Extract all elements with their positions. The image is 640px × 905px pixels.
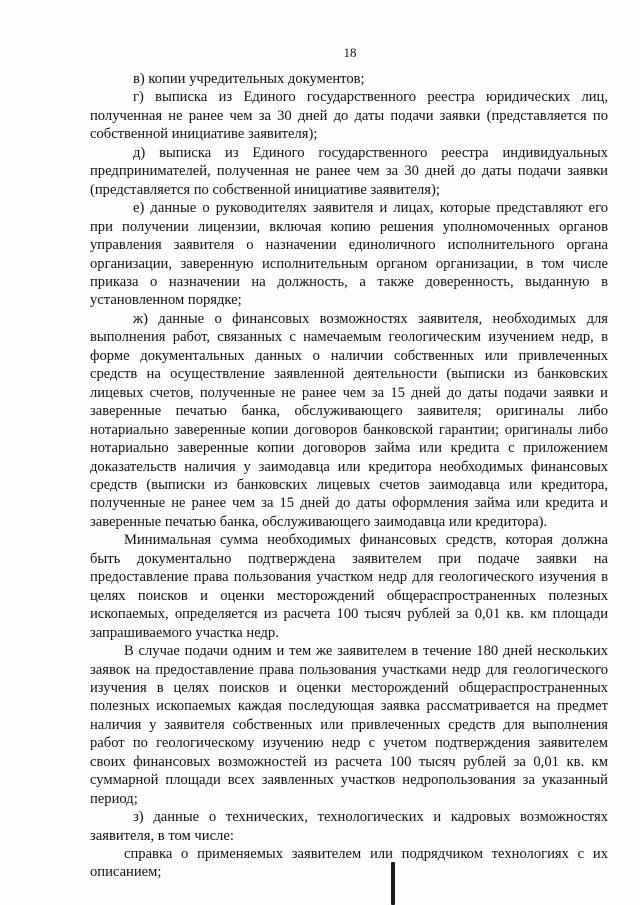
paragraph-item-z: з) данные о технических, технологических и кадровых возможностях заявителя, в том числе: bbox=[90, 809, 608, 844]
document-body bbox=[90, 70, 608, 882]
paragraph-item-e: е) данные о руководителях заявителя и лицах, которые представляют его при получении лицензии, включая копию решения уполномоченных органов управления заявителя о назначении единоличного исполнительного органа организации, заверенную исполнительным органом организации, в том числе приказа о назначении на должность, а также доверенность, выданную в установленном порядке; bbox=[90, 200, 608, 309]
binding-mark bbox=[391, 862, 395, 905]
page-number: 18 bbox=[343, 45, 357, 60]
paragraph-technology-note: справка о применяемых заявителем или подрядчиком технологиях с их описанием; bbox=[90, 846, 608, 881]
paragraph-item-v: в) копии учредительных документов; bbox=[133, 71, 365, 87]
paragraph-item-zh: ж) данные о финансовых возможностях заявителя, необходимых для выполнения работ, связанных с намечаемым геологическим изучением недр, в форме документальных данных о наличии собственных или привлеченных средств на осуществление заявленной деятельности (выписки из банковских лицевых счетов, полученные не ранее чем за 15 дней до даты подачи заявки и заверенные печатью банка, обслуживающего заявителя; оригиналы либо нотариально заверенные копии договоров банковской гарантии; оригиналы либо нотариально заверенные копии договоров займа или кредита с приложением доказательств наличия у заимодавца или кредитора необходимых финансовых средств (выписки из банковских лицевых счетов заимодавца или кредитора, полученные не ранее чем за 15 дней до даты оформления займа или кредита и заверенные печатью банка, обслуживающего заимодавца или кредитора). bbox=[90, 310, 608, 530]
paragraph-item-g: г) выписка из Единого государственного реестра юридических лиц, полученная не ранее чем за 30 дней до даты подачи заявки (представляется по собственной инициативе заявителя); bbox=[90, 89, 608, 143]
paragraph-minimum-sum: Минимальная сумма необходимых финансовых средств, которая должна быть документально подтверждена заявителем при подаче заявки на предоставление права пользования участком недр для геологического изучения в целях поисков и оценки месторождений общераспространенных полезных ископаемых, определяется из расчета 100 тысяч рублей за 0,01 кв. км площади запрашиваемого участка недр. bbox=[90, 532, 608, 641]
paragraph-multiple-applications: В случае подачи одним и тем же заявителем в течение 180 дней нескольких заявок на предоставление права пользования участками недр для геологического изучения в целях поисков и оценки месторождений общераспространенных полезных ископаемых каждая последующая заявка рассматривается на предмет наличия у заявителя собственных или привлеченных средств для выполнения работ по геологическому изучению недр с учетом подтверждения заявителем своих финансовых возможностей из расчета 100 тысяч рублей за 0,01 кв. км суммарной площади всех заявленных участков недропользования за указанный период; bbox=[90, 643, 608, 807]
paragraph-item-d: д) выписка из Единого государственного реестра индивидуальных предпринимателей, полученная не ранее чем за 30 дней до даты подачи заявки (представляется по собственной инициативе заявителя); bbox=[90, 144, 608, 198]
